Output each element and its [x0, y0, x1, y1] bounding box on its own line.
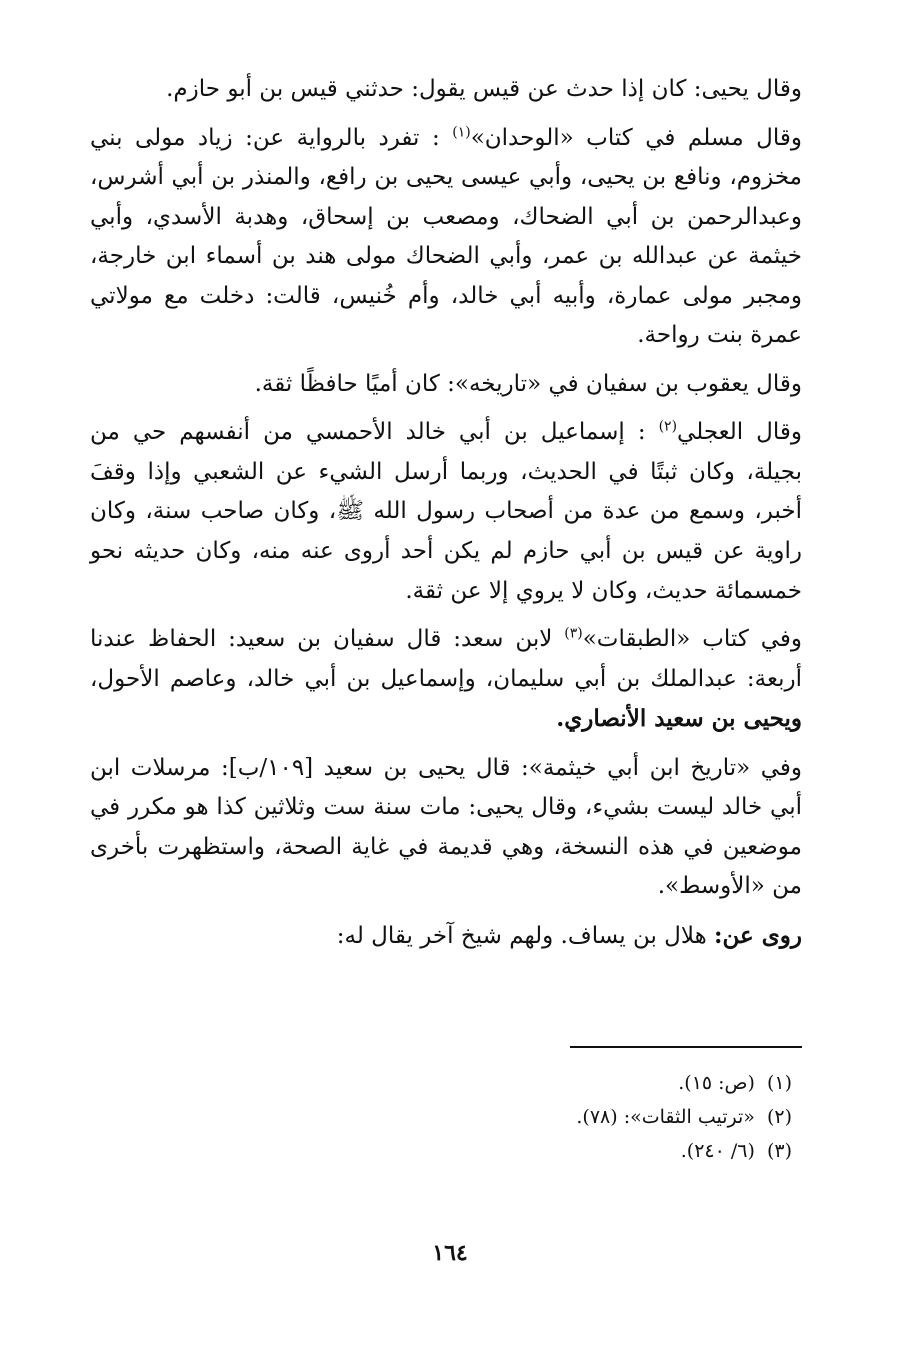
paragraph-yahya: وقال يحيى: كان إذا حدث عن قيس يقول: حدثني قيس بن أبو حازم. [166, 76, 802, 102]
footnote-ref-2[interactable]: (٢) [658, 418, 678, 435]
footnote-3 [192, 1134, 792, 1168]
paragraph-text: وقال مسلم في كتاب «الوحدان» [470, 124, 802, 151]
paragraph-bold-tail: ويحيى بن سعيد الأنصاري. [556, 705, 802, 733]
footnote-number: (٣) [766, 1140, 792, 1163]
paragraph-ijli [90, 413, 802, 611]
footnote-text: (٦/ ٢٤٠). [680, 1140, 755, 1163]
page-number: ١٦٤ [432, 1240, 468, 1266]
paragraph-ibn-abi-khaythama: وفي «تاريخ ابن أبي خيثمة»: قال يحيى بن سعيد [١٠٩/ب]: مرسلات ابن أبي خالد ليست بشيء، وقال يحيى: مات سنة ست وثلاثين كذا هو مكرر في موضعين في هذه النسخة، وهي قديمة في غاية الصحة، واستظهرت بأخرى من «الأوسط». [90, 754, 803, 900]
rawa-an-heading: روى عن: [714, 921, 802, 949]
footnote-number: (١) [766, 1072, 792, 1094]
paragraph-text: : تفرد بالرواية عن: زياد مولى بني مخزوم، ونافع بن يحيى، وأبي عيسى يحيى بن رافع، والمنذر بن أبي أشرس، وعبدالرحمن بن أبي الضحاك، ومصعب بن إسحاق، وهدبة الأسدي، وأبي خيثمة عن عبدالله بن عمر، وأبي الضحاك مولى هند بن أسماء ابن خارجة، ومجبر مولى عمارة، وأبيه أبي خالد، وأم خُنيس، قالت: دخلت مع مولاتي عمرة بنت رواحة. [90, 124, 802, 349]
paragraph-tabaqat [90, 620, 802, 740]
footnote-2 [192, 1100, 792, 1134]
footnotes [192, 1066, 792, 1169]
main-text [90, 70, 802, 965]
paragraph-text: هلال بن يساف. ولهم شيخ آخر يقال له: [336, 922, 715, 949]
paragraph-yaqub: وقال يعقوب بن سفيان في «تاريخه»: كان أميًا حافظًا ثقة. [254, 370, 802, 397]
footnote-text: (ص: ١٥). [678, 1072, 755, 1094]
paragraph-text: : إسماعيل بن أبي خالد الأحمسي من أنفسهم حي من بجيلة، وكان ثبتًا في الحديث، وربما أرسل الشيء عن الشعبي وإذا وقفَ أخبر، وسمع من عدة من أصحاب رسول الله ﷺ، وكان صاحب سنة، وكان راوية عن قيس بن أبي حازم لم يكن أحد أروى عنه منه، وكان حديثه نحو خمسمائة حديث، وكان لا يروي إلا عن ثقة. [90, 419, 802, 604]
footnote-ref-3[interactable]: (٣) [564, 625, 583, 642]
paragraph-text: لابن سعد: قال سفيان بن سعيد: الحفاظ عندنا أربعة: عبدالملك بن أبي سليمان، وإسماعيل بن أبي خالد، وعاصم الأحول، [90, 626, 802, 692]
footnote-ref-1[interactable]: (١) [452, 123, 471, 140]
footnote-1 [192, 1066, 792, 1100]
paragraph-text: وقال العجلي [677, 419, 802, 446]
footnote-text: «ترتيب الثقات»: (٧٨). [576, 1106, 755, 1129]
paragraph-text: وفي كتاب «الطبقات» [582, 626, 802, 653]
paragraph-muslim [90, 119, 802, 356]
footnote-divider [570, 1046, 802, 1048]
paragraph-rawa-an [90, 916, 802, 957]
footnote-number: (٢) [766, 1106, 792, 1129]
